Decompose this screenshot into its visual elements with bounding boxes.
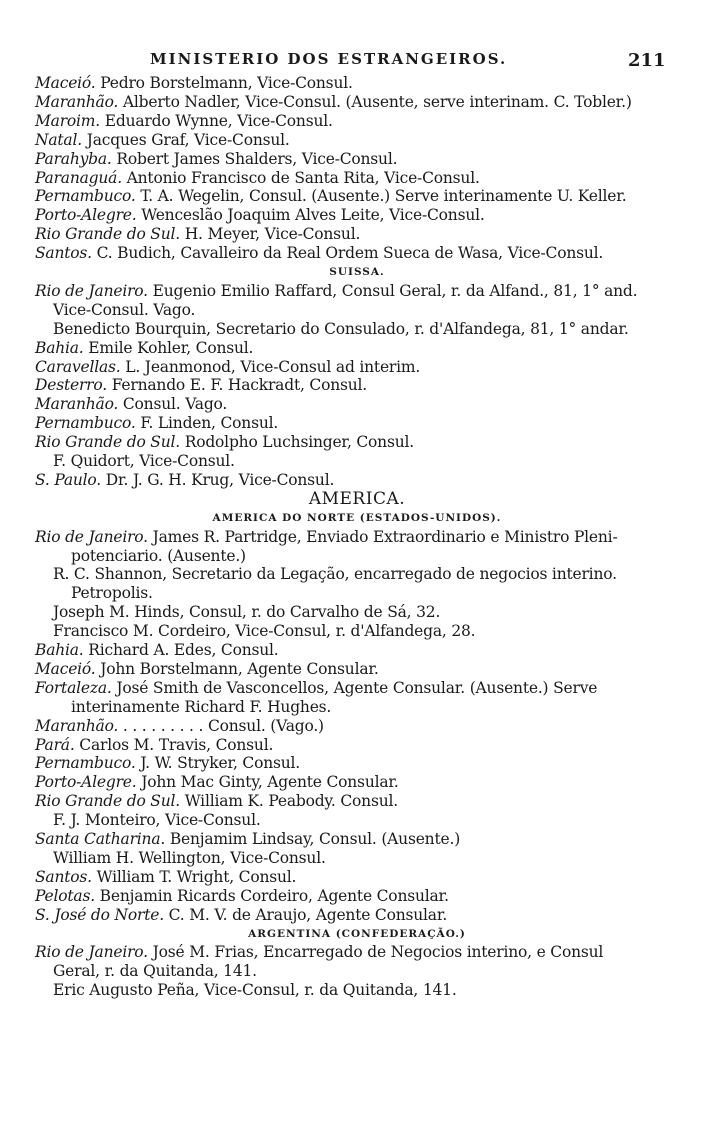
entry-line — [53, 565, 714, 584]
entry-text: Eduardo Wynne, Vice-Consul. — [100, 111, 333, 130]
entry-location: Maroim. — [35, 111, 101, 130]
entry-text: Benjamim Lindsay, Consul. (Ausente.) — [165, 830, 461, 848]
entry-line — [35, 187, 714, 206]
entry-location: S. José do Norte. — [35, 905, 164, 924]
entry-line — [35, 471, 714, 490]
entry-line — [53, 452, 714, 471]
entry-location: Paranaguá. — [35, 168, 122, 187]
entry-text: F. Quidort, Vice-Consul. — [53, 452, 235, 470]
entry-text: J. W. Stryker, Consul. — [135, 754, 301, 773]
entry-line — [53, 622, 714, 641]
entry-line — [35, 433, 714, 452]
entry-line — [35, 339, 714, 358]
entry-text: F. J. Monteiro, Vice-Consul. — [53, 811, 261, 830]
entry-text: Francisco M. Cordeiro, Vice-Consul, r. d'Alfandega, 28. — [53, 622, 476, 641]
entry-location: Maranhão. — [35, 395, 119, 414]
entry-text: Wenceslão Joaquim Alves Leite, Vice-Consul. — [136, 206, 485, 225]
entry-line — [35, 169, 714, 188]
entry-text: H. Meyer, Vice-Consul. — [180, 225, 361, 244]
entry-text: Alberto Nadler, Vice-Consul. (Ausente, serve interinam. C. Tobler.) — [118, 92, 632, 111]
entry-text: Pedro Borstelmann, Vice-Consul. — [95, 74, 353, 92]
entry-line — [53, 849, 714, 868]
entry-text: potenciario. (Ausente.) — [71, 546, 246, 565]
entry-text: Richard A. Edes, Consul. — [83, 641, 279, 659]
section-heading-suissa: SUISSA. — [329, 266, 385, 278]
entry-text: William T. Wright, Consul. — [91, 867, 297, 886]
entry-location: Fortaleza. — [35, 678, 112, 697]
entry-text: Emile Kohler, Consul. — [83, 338, 254, 357]
section-heading-argentina: ARGENTINA (CONFEDERAÇÃO.) — [248, 927, 466, 940]
entry-text: . . . . . . . . . Consul. (Vago.) — [118, 716, 324, 735]
entry-location: Maceió. — [35, 74, 96, 92]
entry-location: Parahyba. — [35, 149, 112, 168]
entry-location: Bahia. — [35, 641, 84, 659]
section-heading-america-norte: AMERICA DO NORTE (ESTADOS-UNIDOS). — [212, 511, 502, 524]
entry-text: William K. Peabody. Consul. — [180, 792, 398, 811]
entry-line — [71, 584, 714, 603]
entry-text: Dr. J. G. H. Krug, Vice-Consul. — [101, 470, 335, 489]
entry-location: Santos. — [35, 244, 92, 263]
entry-line — [35, 93, 714, 112]
entry-line — [35, 206, 714, 225]
entry-text: Carlos M. Travis, Consul. — [74, 735, 274, 754]
entry-location: Caravellas. — [35, 357, 121, 376]
entry-text: Eric Augusto Peña, Vice-Consul, r. da Quitanda, 141. — [53, 981, 457, 1000]
entry-text: Antonio Francisco de Santa Rita, Vice-Consul. — [121, 168, 480, 187]
entry-text: José Smith de Vasconcellos, Agente Consular. (Ausente.) Serve — [111, 678, 598, 697]
entry-line — [35, 150, 714, 169]
entry-location: Rio de Janeiro. — [35, 943, 148, 962]
entry-line — [35, 717, 714, 736]
entry-text: Consul. Vago. — [118, 395, 228, 414]
entry-line — [53, 301, 714, 320]
entry-location: Pernambuco. — [35, 414, 136, 433]
page-header-title: MINISTERIO DOS ESTRANGEIROS. — [150, 50, 508, 68]
entry-location: S. Paulo. — [35, 470, 102, 489]
entry-location: Rio Grande do Sul. — [35, 225, 180, 244]
entry-text: Geral, r. da Quitanda, 141. — [53, 962, 257, 981]
entry-location: Rio de Janeiro. — [35, 281, 148, 300]
entry-location: Rio de Janeiro. — [35, 527, 148, 546]
entry-location: Rio Grande do Sul. — [35, 433, 180, 452]
entry-line — [35, 395, 714, 414]
entry-location: Santos. — [35, 867, 92, 886]
entry-location: Santa Catharina. — [35, 830, 166, 848]
entry-text: C. Budich, Cavalleiro da Real Ordem Sueca de Wasa, Vice-Consul. — [91, 244, 604, 263]
entry-line — [53, 603, 714, 622]
entry-line — [53, 320, 714, 339]
entry-location: Pará. — [35, 735, 75, 754]
entry-location: Porto-Alegre. — [35, 773, 137, 792]
entry-line — [35, 906, 714, 925]
entry-text: Vice-Consul. Vago. — [53, 300, 196, 319]
entry-line — [35, 887, 714, 906]
entry-line — [35, 225, 714, 244]
page-number: 211 — [628, 50, 666, 71]
entry-line — [35, 943, 714, 962]
entry-line — [35, 244, 714, 263]
section-heading-america: AMERICA. — [308, 488, 406, 509]
entry-line — [71, 547, 714, 566]
entry-text: R. C. Shannon, Secretario da Legação, encarregado de negocios interino. — [53, 565, 617, 584]
entry-text: Robert James Shalders, Vice-Consul. — [111, 149, 398, 168]
entry-line — [35, 414, 714, 433]
entry-text: L. Jeanmonod, Vice-Consul ad interim. — [120, 357, 421, 376]
entry-text: Eugenio Emilio Raffard, Consul Geral, r. da Alfand., 81, 1° and. — [147, 281, 638, 300]
entry-line — [35, 528, 714, 547]
entry-line — [53, 981, 714, 1000]
entry-text: F. Linden, Consul. — [135, 414, 279, 433]
entry-line — [35, 679, 714, 698]
entry-location: Pernambuco. — [35, 187, 136, 206]
entry-text: C. M. V. de Araujo, Agente Consular. — [163, 905, 448, 924]
entry-location: Pelotas. — [35, 886, 95, 905]
entry-line — [35, 830, 714, 849]
entry-line — [35, 376, 714, 395]
entry-line — [35, 282, 714, 301]
entry-text: Joseph M. Hinds, Consul, r. do Carvalho de Sá, 32. — [53, 603, 441, 622]
entry-location: Maranhão. — [35, 716, 119, 735]
entry-line — [35, 754, 714, 773]
entry-line — [35, 868, 714, 887]
entry-line — [35, 358, 714, 377]
entry-text: James R. Partridge, Enviado Extraordinario e Ministro Pleni- — [147, 527, 618, 546]
entry-location: Pernambuco. — [35, 754, 136, 773]
entry-line — [53, 811, 714, 830]
entry-line — [35, 641, 714, 660]
entry-text: Petropolis. — [71, 584, 153, 603]
entry-text: José M. Frias, Encarregado de Negocios interino, e Consul — [147, 943, 604, 962]
entry-line — [71, 698, 714, 717]
entry-line — [53, 962, 714, 981]
entry-line — [35, 112, 714, 131]
entry-location: Desterro. — [35, 376, 107, 395]
entry-text: T. A. Wegelin, Consul. (Ausente.) Serve interinamente U. Keller. — [135, 187, 627, 206]
entry-line — [35, 74, 714, 93]
entry-line — [35, 792, 714, 811]
entry-text: John Borstelmann, Agente Consular. — [95, 659, 379, 678]
entry-text: Benjamin Ricards Cordeiro, Agente Consular. — [94, 886, 449, 905]
entry-text: Benedicto Bourquin, Secretario do Consulado, r. d'Alfandega, 81, 1° andar. — [53, 319, 629, 338]
entry-line — [35, 131, 714, 150]
entry-location: Bahia. — [35, 338, 84, 357]
entry-location: Maceió. — [35, 659, 96, 678]
entry-text: Fernando E. F. Hackradt, Consul. — [106, 376, 368, 395]
entry-text: Jacques Graf, Vice-Consul. — [81, 130, 290, 149]
entry-text: Rodolpho Luchsinger, Consul. — [180, 433, 414, 452]
entry-text: John Mac Ginty, Agente Consular. — [136, 773, 399, 792]
entry-line — [35, 660, 714, 679]
entry-text: interinamente Richard F. Hughes. — [71, 697, 332, 716]
entry-text: William H. Wellington, Vice-Consul. — [53, 848, 326, 867]
entry-line — [35, 736, 714, 755]
entry-location: Porto-Alegre. — [35, 206, 137, 225]
entry-location: Maranhão. — [35, 92, 119, 111]
entry-location: Natal. — [35, 130, 82, 149]
entry-line — [35, 773, 714, 792]
entry-location: Rio Grande do Sul. — [35, 792, 180, 811]
